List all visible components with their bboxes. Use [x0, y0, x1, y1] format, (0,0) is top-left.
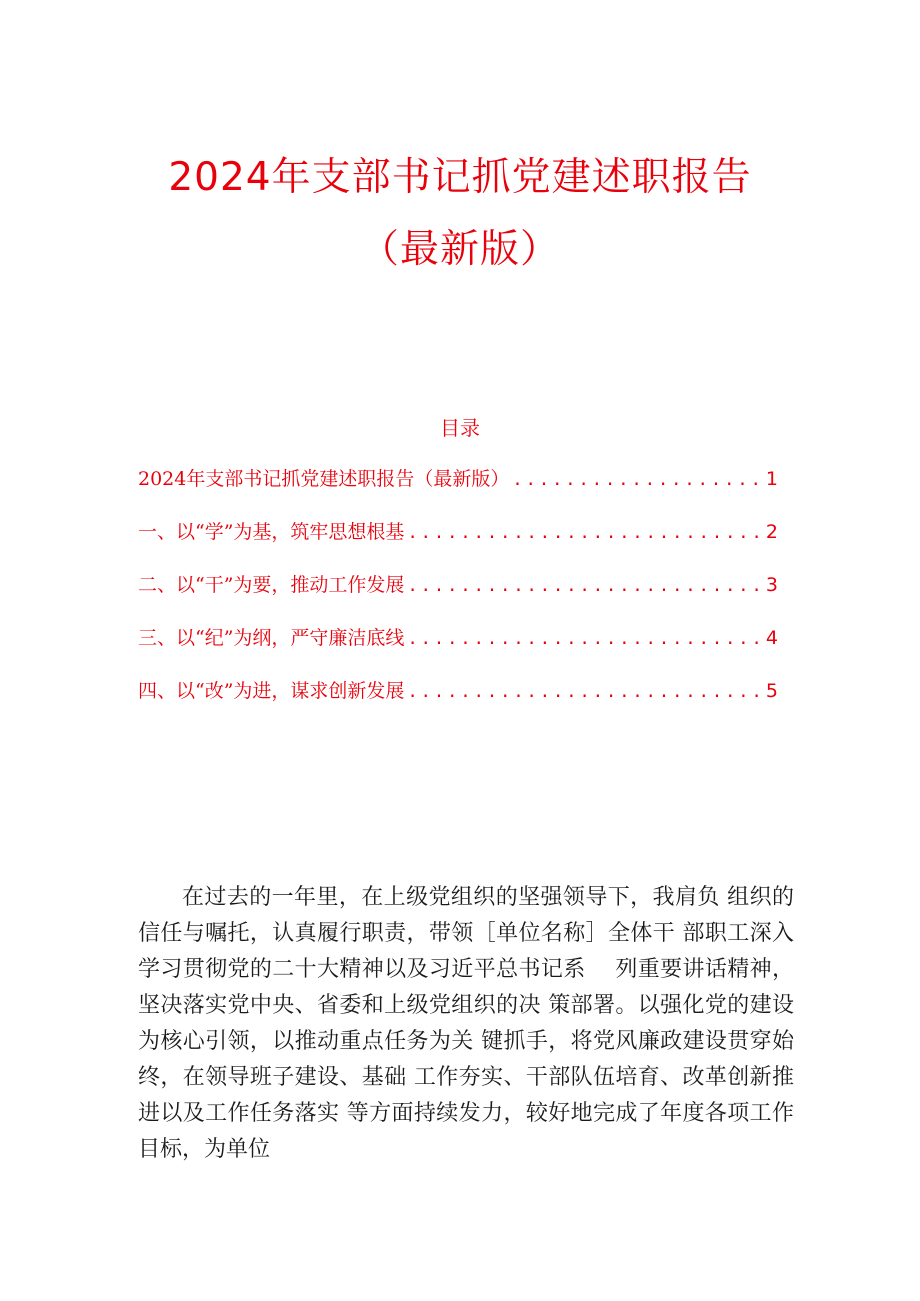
toc-page-number: 2	[765, 521, 778, 543]
toc-item-4[interactable]	[138, 621, 778, 674]
toc-page-number: 5	[765, 680, 778, 702]
toc-page-number: 4	[765, 627, 778, 649]
toc-item-label: 三、以“纪”为纲，严守廉洁底线	[138, 627, 405, 649]
toc-heading: 目录	[440, 416, 480, 440]
toc-item-3[interactable]	[138, 568, 778, 621]
toc-item-label: 2024年支部书记抓党建述职报告（最新版）	[138, 468, 510, 490]
toc-page-number: 3	[765, 574, 778, 596]
toc-dot-leader	[407, 622, 762, 656]
toc-item-label: 四、以“改”为进，谋求创新发展	[138, 680, 405, 702]
toc-item-label: 一、以“学”为基，筑牢思想根基	[138, 521, 405, 543]
toc-page-number: 1	[765, 468, 778, 490]
document-subtitle: （最新版）	[359, 227, 560, 272]
toc-dot-leader	[407, 516, 762, 550]
toc-dot-leader	[407, 675, 762, 709]
toc-dot-leader	[512, 463, 763, 497]
toc-item-5[interactable]	[138, 674, 778, 727]
body-paragraph: 在过去的一年里，在上级党组织的坚强领导下，我肩负 组织的信任与嘱托，认真履行职责，带领［单位名称］全体干 部职工深入学习贯彻党的二十大精神以及习近平总书记系 列重要讲话精神，坚决落实党中央、省委和上级党组织的决 策部署。以强化党的建设为核心引领，以推动重点任务为关 键抓手，将党风廉政建设贯穿始终，在领导班子建设、基础 工作夯实、干部队伍培育、改革创新推进以及工作任务落实 等方面持续发力，较好地完成了年度各项工作目标，为单位	[138, 885, 794, 1162]
toc-item-2[interactable]	[138, 515, 778, 568]
toc-item-label: 二、以“干”为要，推动工作发展	[138, 574, 405, 596]
toc-dot-leader	[407, 569, 762, 603]
toc-item-1[interactable]	[138, 462, 778, 515]
table-of-contents	[138, 462, 778, 727]
document-title: 2024年支部书记抓党建述职报告	[168, 155, 752, 200]
